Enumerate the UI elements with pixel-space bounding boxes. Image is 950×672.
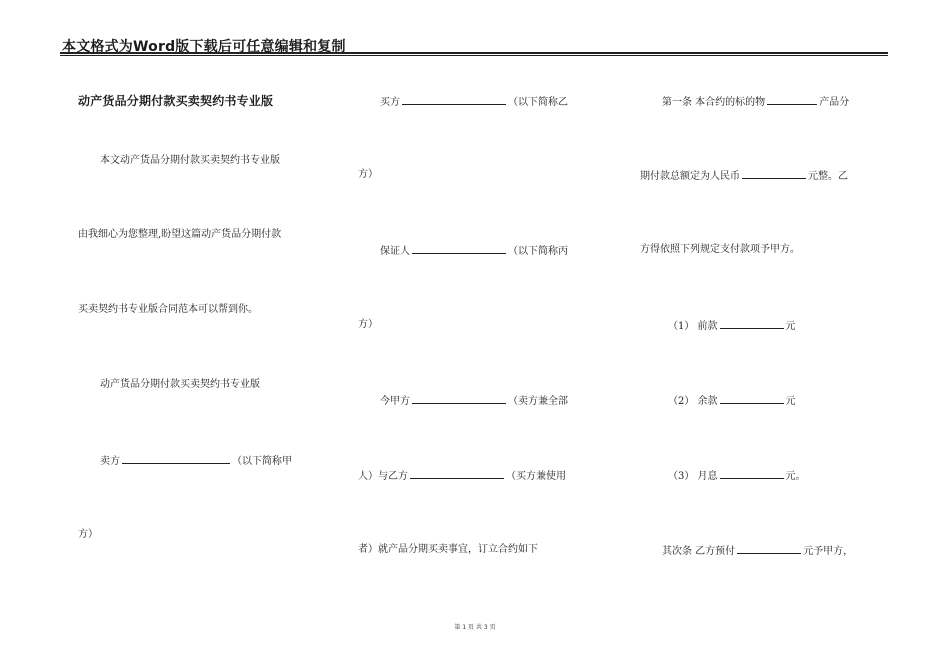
now-party-a-suffix: （卖方兼全部 xyxy=(508,396,568,407)
item-2-suffix: 元 xyxy=(785,396,796,407)
contract-subtitle: 动产货品分期付款买卖契约书专业版 xyxy=(100,379,260,390)
buyer-line-cont: 方） xyxy=(358,169,378,180)
intro-line-3: 买卖契约书专业版合同范本可以帮到你。 xyxy=(78,304,258,315)
seller-suffix: （以下简称甲 xyxy=(232,456,292,467)
guarantor-label: 保证人 xyxy=(380,246,410,257)
article-1-line-2-prefix: 期付款总额定为人民币 xyxy=(640,171,740,182)
buyer-blank xyxy=(402,94,506,105)
and-party-b-prefix: 人）与乙方 xyxy=(358,471,408,482)
article-2-line xyxy=(662,543,853,559)
guarantor-suffix: （以下简称丙 xyxy=(508,246,568,257)
page-header-title: 本文格式为Word版下载后可任意编辑和复制 xyxy=(62,39,346,55)
article-2-prefix: 其次条 乙方预付 xyxy=(662,546,736,557)
guarantor-blank xyxy=(412,243,506,254)
page-number: 第 1 页 共 3 页 xyxy=(454,624,496,631)
item-1-prefix: （1） 前款 xyxy=(668,321,718,332)
prepayment-blank xyxy=(737,543,801,554)
item-1-suffix: 元 xyxy=(785,321,796,332)
seller-blank xyxy=(122,453,230,464)
item-3-prefix: （3） 月息 xyxy=(668,471,718,482)
article-1-line xyxy=(662,94,849,110)
item-2-prefix: （2） 余款 xyxy=(668,396,718,407)
and-party-b-blank xyxy=(410,468,504,479)
article-1-line-2 xyxy=(640,168,848,184)
document-title: 动产货品分期付款买卖契约书专业版 xyxy=(78,94,274,108)
buyer-line xyxy=(380,94,568,110)
article-1-line-2-suffix: 元整。乙 xyxy=(808,171,848,182)
now-party-a-line xyxy=(380,393,568,409)
guarantor-line-cont: 方） xyxy=(358,319,378,330)
now-party-a-label: 今甲方 xyxy=(380,396,410,407)
item-3-line xyxy=(668,468,806,484)
seller-line-cont: 方） xyxy=(78,529,98,540)
header-divider-thin xyxy=(60,55,888,56)
guarantor-line xyxy=(380,243,568,259)
buyer-label: 买方 xyxy=(380,97,400,108)
seller-label: 卖方 xyxy=(100,456,120,467)
now-party-a-blank xyxy=(412,393,506,404)
total-amount-blank xyxy=(742,168,806,179)
article-1-blank xyxy=(767,94,817,105)
and-party-b-suffix: （买方兼使用 xyxy=(506,471,566,482)
item-2-line xyxy=(668,393,796,409)
intro-line-1: 本文动产货品分期付款买卖契约书专业版 xyxy=(100,155,280,166)
intro-line-2: 由我细心为您整理,盼望这篇动产货品分期付款 xyxy=(78,229,282,240)
article-1-prefix: 第一条 本合约的标的物 xyxy=(662,97,766,108)
article-1-suffix: 产品分 xyxy=(819,97,850,108)
down-payment-blank xyxy=(720,318,784,329)
article-1-line-3: 方得依照下列规定支付款项予甲方。 xyxy=(640,244,800,255)
and-party-b-line xyxy=(358,468,566,484)
monthly-interest-blank xyxy=(720,468,784,479)
article-2-suffix: 元予甲方， xyxy=(803,546,854,557)
agreement-line: 者）就产品分期买卖事宜，订立合约如下 xyxy=(358,544,538,555)
header-divider xyxy=(60,52,888,54)
item-3-suffix: 元。 xyxy=(785,471,806,482)
buyer-suffix: （以下简称乙 xyxy=(508,97,568,108)
item-1-line xyxy=(668,318,796,334)
seller-line xyxy=(100,453,292,469)
balance-blank xyxy=(720,393,784,404)
